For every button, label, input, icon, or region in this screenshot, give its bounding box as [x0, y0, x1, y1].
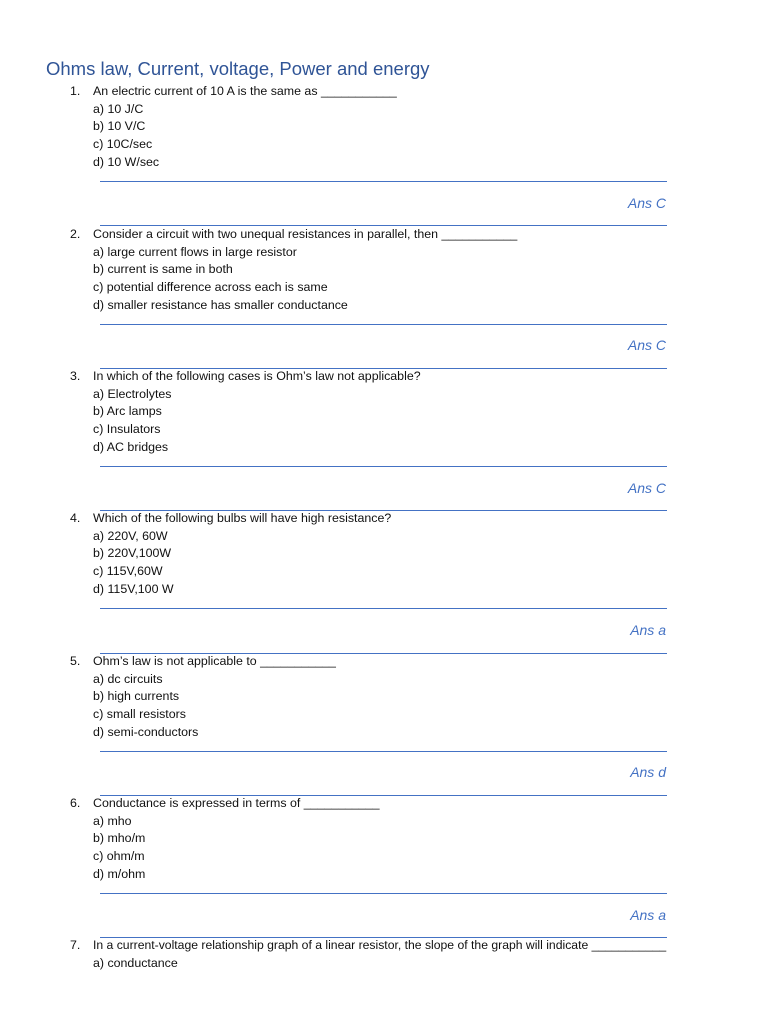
option: a) 220V, 60W	[93, 528, 168, 543]
option: c) Insulators	[93, 422, 161, 437]
question-number: 7.	[70, 938, 81, 952]
answer-label: Ans a	[630, 907, 666, 923]
option: b) Arc lamps	[93, 404, 162, 419]
options-list	[93, 101, 159, 172]
question-text: Which of the following bulbs will have high resistance?	[93, 511, 392, 525]
option: d) m/ohm	[93, 866, 146, 881]
option: b) high currents	[93, 689, 180, 704]
option: c) 10C/sec	[93, 137, 153, 152]
option: d) 10 W/sec	[93, 154, 160, 169]
question-text: In which of the following cases is Ohm’s law not applicable?	[93, 369, 421, 383]
question-number: 3.	[70, 369, 81, 383]
question-number: 4.	[70, 511, 81, 525]
page-title: Ohms law, Current, voltage, Power and energy	[46, 58, 430, 79]
options-list	[93, 671, 198, 742]
question-text: An electric current of 10 A is the same as ___________	[93, 84, 397, 98]
option: b) 10 V/C	[93, 119, 146, 134]
answer-rule-top	[100, 751, 667, 752]
option: a) mho	[93, 813, 132, 828]
option: a) dc circuits	[93, 671, 163, 686]
question-text: Consider a circuit with two unequal resistances in parallel, then ___________	[93, 227, 518, 241]
options-list	[93, 955, 178, 973]
options-list	[93, 813, 145, 884]
answer-rule-top	[100, 893, 667, 894]
option: c) 115V,60W	[93, 564, 163, 579]
option: d) AC bridges	[93, 439, 169, 454]
answer-label: Ans d	[630, 764, 666, 780]
question-number: 5.	[70, 654, 81, 668]
question-number: 6.	[70, 796, 81, 810]
option: b) 220V,100W	[93, 546, 172, 561]
option: c) small resistors	[93, 707, 186, 722]
options-list	[93, 528, 174, 599]
option: a) Electrolytes	[93, 386, 172, 401]
option: a) large current flows in large resistor	[93, 244, 297, 259]
question-text: Ohm’s law is not applicable to ___________	[93, 654, 336, 668]
answer-rule-top	[100, 466, 667, 467]
answer-label: Ans C	[627, 480, 666, 496]
option: a) conductance	[93, 955, 178, 970]
option: d) smaller resistance has smaller conductance	[93, 297, 348, 312]
question-number: 1.	[70, 84, 81, 98]
option: a) 10 J/C	[93, 101, 144, 116]
options-list	[93, 386, 172, 457]
option: d) 115V,100 W	[93, 581, 174, 596]
question-text: In a current-voltage relationship graph of a linear resistor, the slope of the graph will indicate ___________	[93, 938, 667, 952]
option: c) potential difference across each is same	[93, 280, 328, 295]
answer-label: Ans a	[630, 622, 666, 638]
option: b) mho/m	[93, 831, 146, 846]
answer-rule-top	[100, 608, 667, 609]
question-text: Conductance is expressed in terms of ___________	[93, 796, 380, 810]
answer-label: Ans C	[627, 195, 666, 211]
option: b) current is same in both	[93, 262, 233, 277]
option: c) ohm/m	[93, 849, 145, 864]
answer-rule-top	[100, 181, 667, 182]
option: d) semi-conductors	[93, 724, 199, 739]
answer-label: Ans C	[627, 337, 666, 353]
options-list	[93, 244, 348, 315]
question-number: 2.	[70, 227, 81, 241]
answer-rule-top	[100, 324, 667, 325]
